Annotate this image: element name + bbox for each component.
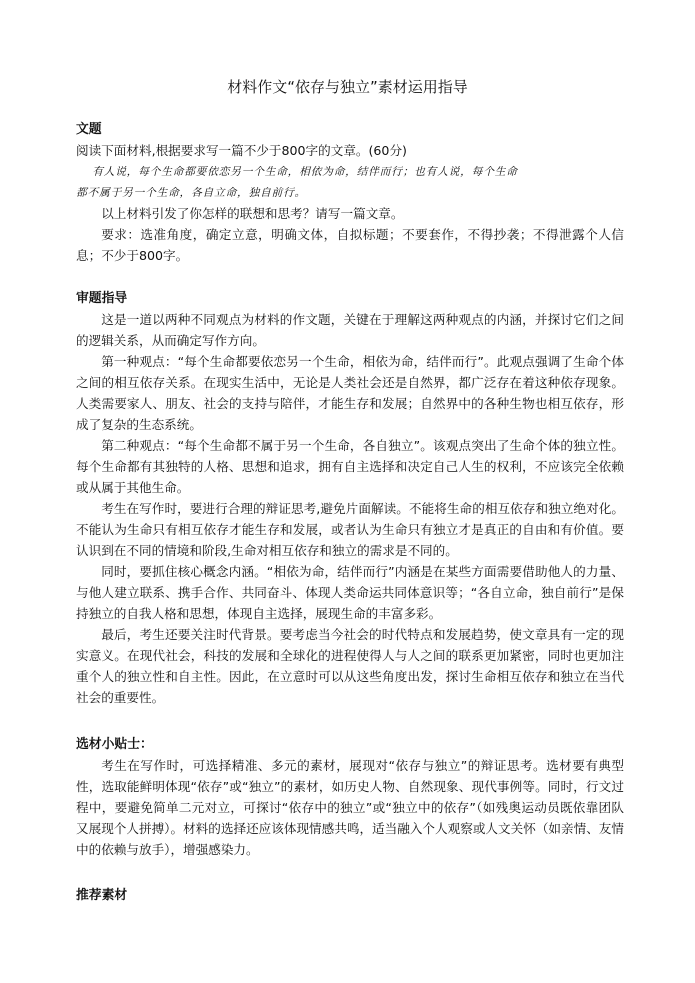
guide-paragraph-5: 同时，要抓住核心概念内涵。“相依为命，结伴而行”内涵是在某些方面需要借助他人的力量、与他人建立联系、携手合作、共同奋斗、体现人类命运共同体意识等；“各自立命，独自前行”是保持独立的自我人格和思想，体现自主选择，展现生命的丰富多彩。 <box>76 564 624 621</box>
prompt-section <box>76 119 624 266</box>
prompt-intro: 阅读下面材料,根据要求写一篇不少于800字的文章。(60分) <box>76 143 407 158</box>
guide-heading: 审题指导 <box>76 291 128 306</box>
tips-section <box>76 734 624 860</box>
recommend-section <box>76 885 624 906</box>
tips-heading: 选材小贴士： <box>76 737 153 752</box>
guide-paragraph-6: 最后，考生还要关注时代背景。要考虑当今社会的时代特点和发展趋势，使文章具有一定的现实意义。在现代社会，科技的发展和全球化的进程使得人与人之间的联系更加紧密，同时也更加注重个人的独立性和自主性。因此，在立意时可以从这些角度出发，探讨生命相互依存和独立在当代社会的重要性。 <box>76 627 624 705</box>
guide-paragraph-4: 考生在写作时，要进行合理的辩证思考,避免片面解读。不能将生命的相互依存和独立绝对化。不能认为生命只有相互依存才能生存和发展，或者认为生命只有独立才是真正的自由和有价值。要认识到在不同的情境和阶段,生命对相互依存和独立的需求是不同的。 <box>76 501 624 558</box>
prompt-requirements: 要求：选准角度，确定立意，明确文体，自拟标题；不要套作，不得抄袭；不得泄露个人信息；不少于800字。 <box>76 227 624 263</box>
prompt-heading: 文题 <box>76 122 102 137</box>
prompt-material-line-1: 有人说，每个生命都要依恋另一个生命，相依为命，结伴而行；也有人说，每个生命 <box>92 165 518 178</box>
tips-paragraph: 考生在写作时，可选择精准、多元的素材，展现对“依存与独立”的辩证思考。选材要有典型性，选取能鲜明体现“依存”或“独立”的素材，如历史人物、自然现象、现代事例等。同时，行文过程中，要避免简单二元对立，可探讨“依存中的独立”或“独立中的依存”（如残奥运动员既依靠团队又展现个人拼搏）。材料的选择还应该体现情感共鸣，适当融入个人观察或人文关怀（如亲情、友情中的依赖与放手），增强感染力。 <box>76 758 624 857</box>
prompt-question: 以上材料引发了你怎样的联想和思考？请写一篇文章。 <box>101 206 404 221</box>
guide-paragraph-3: 第二种观点：“每个生命都不属于另一个生命，各自独立”。该观点突出了生命个体的独立性。每个生命都有其独特的人格、思想和追求，拥有自主选择和决定自己人生的权利，不应该完全依赖或从属于其他生命。 <box>76 438 624 495</box>
recommend-heading: 推荐素材 <box>76 888 128 903</box>
guide-paragraph-2: 第一种观点：“每个生命都要依恋另一个生命，相依为命，结伴而行”。此观点强调了生命个体之间的相互依存关系。在现实生活中，无论是人类社会还是自然界，都广泛存在着这种依存现象。人类需要家人、朋友、社会的支持与陪伴，才能生存和发展；自然界中的各种生物也相互依存，形成了复杂的生态系统。 <box>76 354 624 432</box>
guide-section <box>76 288 624 708</box>
guide-paragraph-1: 这是一道以两种不同观点为材料的作文题，关键在于理解这两种观点的内涵，并探讨它们之间的逻辑关系，从而确定写作方向。 <box>76 312 624 348</box>
document-title: 材料作文“依存与独立”素材运用指导 <box>227 78 468 96</box>
prompt-material-line-2: 都不属于另一个生命，各自立命，独自前行。 <box>76 186 306 199</box>
